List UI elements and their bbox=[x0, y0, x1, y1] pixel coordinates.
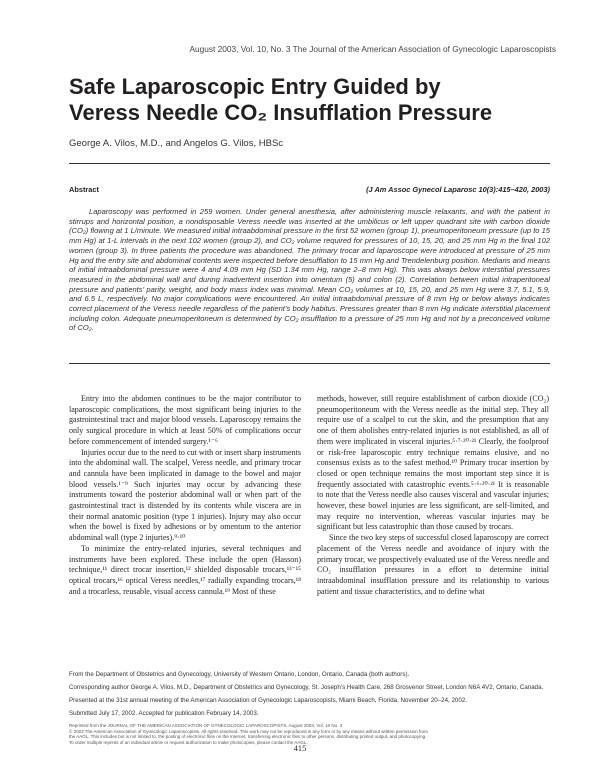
footnote-correspondence: Corresponding author George A. Vilos, M.D., Department of Obstetrics and Gynecology, St. Joseph’s Health Care, 268 Grosvenor Street, London N6A 4V2, Ontario, Canada. bbox=[69, 683, 544, 691]
footnote-affiliation: From the Department of Obstetrics and Gynecology, University of Western Ontario, London, Ontario, Canada (both authors). bbox=[69, 671, 410, 678]
abstract-text: Laparoscopy was performed in 259 women. Under general anesthesia, after administering muscle relaxants, and with the patient in stirrups and horizontal position, a nondisposable Veress needle was inserted at the umbilicus or left upper quadrant site with carbon dioxide (CO₂) flowing at 1 L/minute. We measured initial intraabdominal pressure in the first 52 women (group 1), pneumoperitoneum pressure (up to 15 mm Hg) at 1-L intervals in the next 102 women (group 2), and CO₂ volume required for pressures of 10, 15, 20, and 25 mm Hg in the final 102 women (group 3). In three patients the procedure was abandoned. The primary trocar and laparoscope were introduced at pressure of 25 mm Hg and the entry site and abdominal contents were inspected before desufflation to 15 mm Hg and Trendelenburg position. Medians and means of initial intraabdominal pressure were 4 and 4.09 mm Hg (SD 1.34 mm Hg, range 2–8 mm Hg). This was always below interstitial pressures measured in the abdominal wall and during inadvertent insertion into omentum (5) and colon (2). Correlation between initial intraperitoneal pressure and patients’ parity, weight, and body mass index was minimal. Mean CO₂ volumes at 10, 15, 20, and 25 mm Hg were 3.7, 5.1, 5.9, and 6.5 L, respectively. No major complications were encountered. An initial intraabdominal pressure of 8 mm Hg or below always indicates correct placement of the Veress needle regardless of the patient’s body habitus. Pressures greater than 8 mm Hg indicate interstitial placement including colon. Adequate pneumoperitoneum is determined by CO₂ insufflation to a pressure of 25 mm Hg and not by a preconceived volume of CO₂. bbox=[69, 207, 550, 333]
divider-bottom bbox=[69, 363, 550, 364]
legal-notice-line: Reprinted from the JOURNAL OF THE AMERICAN ASSOCIATION OF GYNECOLOGIC LAPAROSCOPISTS, August 2003, Vol. 10 No. 3 bbox=[69, 722, 343, 728]
footnote-submission: Submitted July 17, 2002. Accepted for publication February 14, 2003. bbox=[69, 709, 259, 717]
footnotes bbox=[69, 671, 550, 746]
divider-top bbox=[69, 163, 550, 164]
body-paragraph: Since the two key steps of successful closed laparoscopy are correct placement of the Veress needle and avoidance of injury with the primary trocar, we prospectively evaluated use of the Veress needle and CO₂ insufflation pressures in a effort to determine initial intraabdominal insufflation pressure and its relationship to various patient and tissue characteristics, and to define what bbox=[317, 533, 549, 596]
page-number: 415 bbox=[293, 744, 307, 753]
footnote-presented: Presented at the 31st annual meeting of the American Association of Gynecologic Laparoscopists, Miami Beach, Florida, November 20–24, 2002. bbox=[69, 696, 467, 704]
abstract-header bbox=[69, 185, 550, 194]
article-title bbox=[69, 74, 549, 126]
title-line-1: Safe Laparoscopic Entry Guided by bbox=[69, 74, 441, 99]
title-line-2: Veress Needle CO₂ Insufflation Pressure bbox=[69, 100, 493, 125]
body-column-left bbox=[69, 394, 301, 597]
legal-notice-line: the AAGL. This includes but is not limited to, the posting of electronic files on the Internet, transferring electronic files to other persons, distributing printed output, and photocopying. bbox=[69, 734, 427, 740]
body-paragraph: Entry into the abdomen continues to be the major contributor to laparoscopic complications, the most significant being injuries to the gastrointestinal tract and major blood vessels. Laparoscopy remains the only surgical procedure in which at least 50% of complications occur before commencement of intended surgery.¹⁻⁶ bbox=[69, 394, 301, 446]
legal-notice-line: © 2003 The American Association of Gynecologic Laparoscopists. All rights reserved. This work may not be reproduced in any form or by any means without written permission from bbox=[69, 728, 428, 734]
body-paragraph: To minimize the entry-related injuries, several techniques and instruments have been explored. These include the open (Hasson) technique,¹¹ direct trocar insertion,¹² shielded disposable trocars,¹³⁻¹⁵ optical trocars,¹⁶ optical Veress needles,¹⁷ radially expanding trocars,¹⁸ and a trocarless, reusable, visual access cannula.¹⁹ Most of these bbox=[69, 543, 301, 596]
author-list: George A. Vilos, M.D., and Angelos G. Vilos, HBSc bbox=[69, 138, 284, 149]
body-paragraph: Injuries occur due to the need to cut with or insert sharp instruments into the abdominal wall. The scalpel, Veress needle, and primary trocar and cannula have been implicated in damage to the bowel and major blood vessels.¹⁻⁹ Such injuries may occur by advancing these instruments toward the posterior abdominal wall or when part of the gastrointestinal tract is distended by its contents while viscera are in their normal anatomic position (type 1 injuries). Injury may also occur when the bowel is fixed by adhesions or by omentum to the anterior abdominal wall (type 2 injuries).⁹·¹⁰ bbox=[69, 447, 301, 543]
abstract-label: Abstract bbox=[69, 185, 99, 194]
running-header: August 2003, Vol. 10, No. 3 The Journal of the American Association of Gynecologic Laparoscopists bbox=[189, 44, 556, 54]
body-column-right bbox=[317, 394, 549, 597]
body-paragraph: methods, however, still require establishment of carbon dioxide (CO₂) pneumoperitoneum with the Veress needle as the initial step. They all require use of a scalpel to cut the skin, and the presumption that any one of them abolishes entry-related injuries is not established, as all of them were implicated in visceral injuries.⁵·⁷·²⁰·²¹ Clearly, the foolproof or risk-free laparoscopic entry technique remains elusive, and no consensus exists as to the safest method.¹⁰ Primary trocar insertion by closed or open technique remains the most important step since it is frequently associated with catastrophic events.⁵·⁶·²⁰·²¹ It is reasonable to note that the Veress needle also causes visceral and vascular injuries; however, these bowel injuries are less significant, are self-limited, and may require no intervention, whereas vascular injuries may be significant but less catastrophic than those caused by trocars. bbox=[317, 394, 549, 532]
legal-notice-line: To order multiple reprints of an individual article or request authorization to make photocopies, please contact the AAGL. bbox=[69, 740, 308, 746]
journal-citation: (J Am Assoc Gynecol Laparosc 10(3):415–420, 2003) bbox=[366, 185, 550, 194]
